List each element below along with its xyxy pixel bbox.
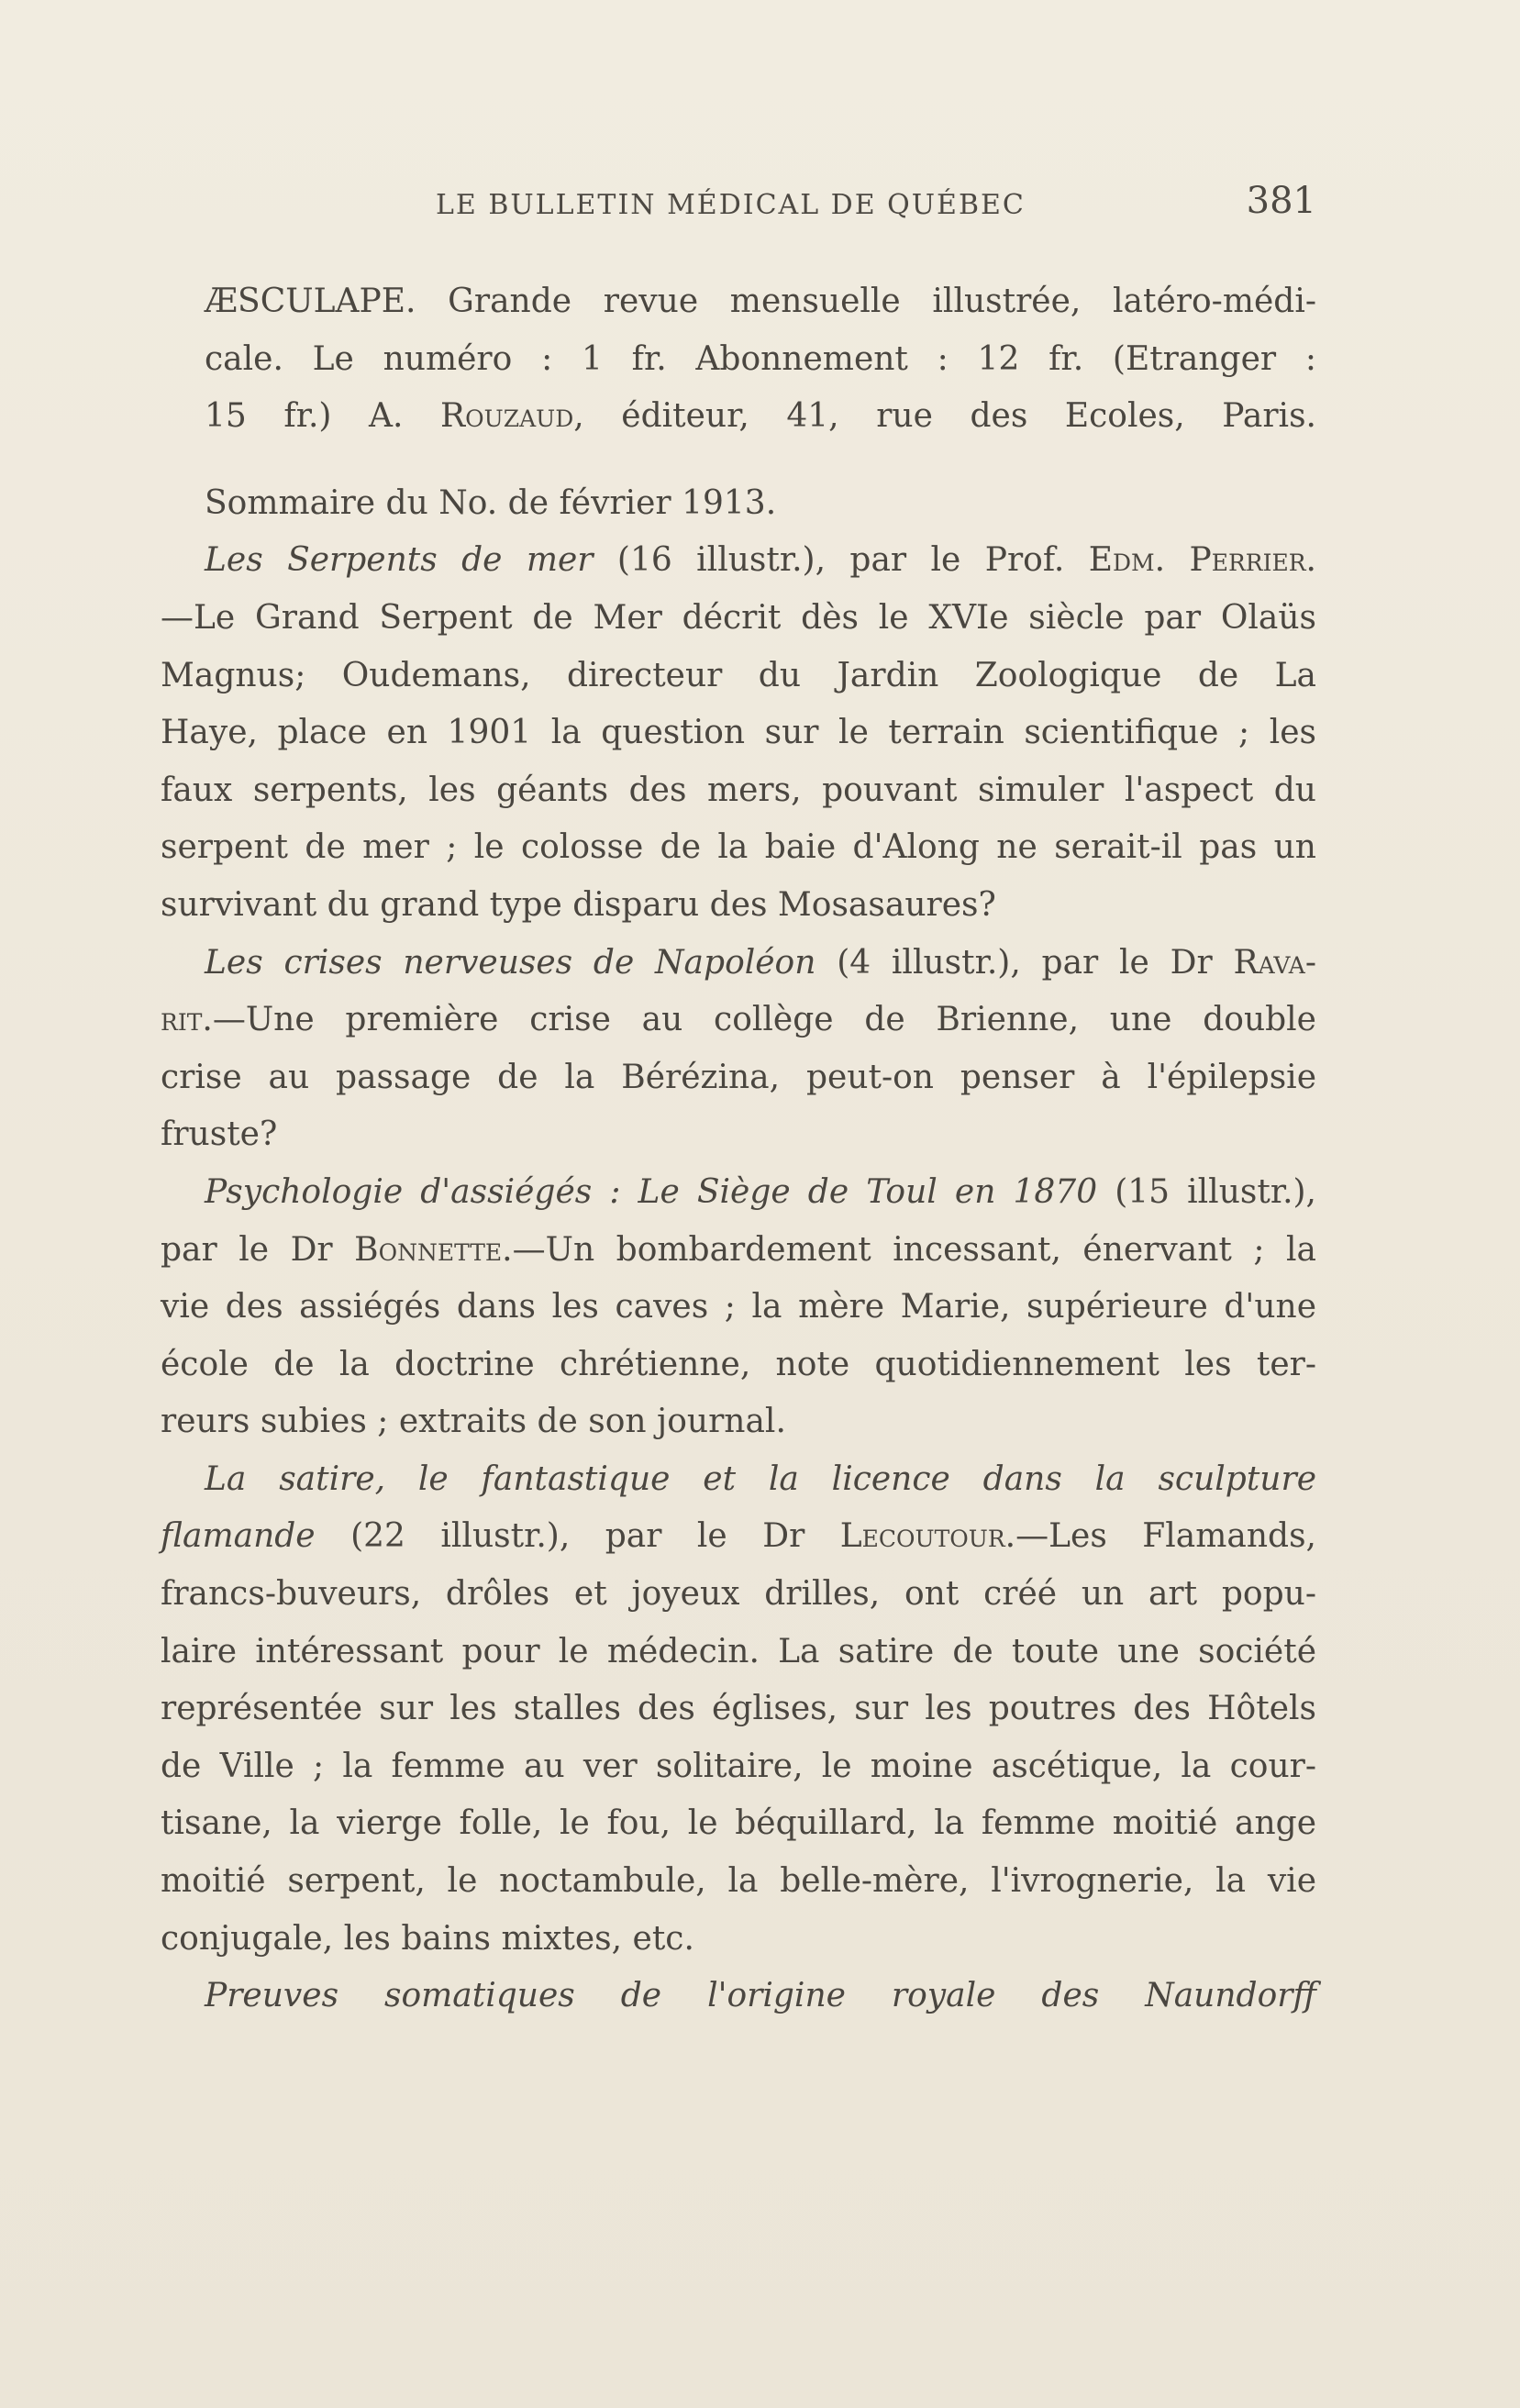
entry-line: [161, 1968, 1316, 2025]
entry-line: Haye, place en 1901 la question sur le terrain scientifique ; les: [161, 714, 1316, 752]
running-head: LE BULLETIN MÉDICAL DE QUÉBEC: [436, 189, 1026, 221]
page-header: [161, 180, 1316, 235]
entry-line: serpent de mer ; le colosse de la baie d'Along ne serait-il pas un: [161, 828, 1316, 867]
notice-line: ÆSCULAPE. Grande revue mensuelle illustrée, latéro-médi-: [205, 283, 1316, 320]
article-title: Preuves somatiques de l'origine royale des Naundorff: [205, 1977, 1316, 2015]
article-entry: [161, 1164, 1316, 1451]
notice-line: cale. Le numéro : 1 fr. Abonnement : 12 fr. (Etranger :: [205, 339, 1316, 378]
page-body: [161, 273, 1316, 2025]
article-title: La satire, le fantastique et la licence dans la sculpture: [205, 1459, 1316, 1498]
entry-line: vie des assiégés dans les caves ; la mère Marie, supérieure d'une: [161, 1288, 1316, 1326]
entry-line: Les Serpents de mer (16 illustr.), par le Prof. Edm. Perrier.: [205, 541, 1317, 580]
entry-line: fruste?: [161, 1115, 278, 1154]
entry-line: moitié serpent, le noctambule, la belle-mère, l'ivrognerie, la vie: [161, 1862, 1316, 1901]
entry-line: reurs subies ; extraits de son journal.: [161, 1403, 786, 1441]
entry-line: laire intéressant pour le médecin. La satire de toute une société: [161, 1632, 1316, 1670]
notice-title: ÆSCULAPE.: [205, 283, 416, 320]
entry-line: flamande (22 illustr.), par le Dr Lecoutour.—Les Flamands,: [161, 1517, 1316, 1556]
entry-line: conjugale, les bains mixtes, etc.: [161, 1919, 694, 1958]
entry-line: [161, 1451, 1316, 1509]
entry-line: tisane, la vierge folle, le fou, le béquillard, la femme moitié ange: [161, 1804, 1316, 1843]
publisher-name: Rouzaud: [440, 397, 574, 436]
entry-line: faux serpents, les géants des mers, pouvant simuler l'aspect du: [161, 771, 1316, 809]
entry-line: Les crises nerveuses de Napoléon (4 illustr.), par le Dr Rava-: [205, 943, 1316, 982]
entry-line: survivant du grand type disparu des Mosasaures?: [161, 885, 996, 924]
notice-line: 15 fr.) A. Rouzaud, éditeur, 41, rue des Ecoles, Paris.: [205, 397, 1316, 436]
entry-line: représentée sur les stalles des églises, sur les poutres des Hôtels: [161, 1690, 1316, 1728]
author-name: Edm. Perrier.: [1088, 541, 1317, 580]
entry-line: —Le Grand Serpent de Mer décrit dès le XVIe siècle par Olaüs: [161, 598, 1316, 637]
article-entry: [161, 1451, 1316, 1968]
entry-line: école de la doctrine chrétienne, note quotidiennement les ter-: [161, 1345, 1316, 1383]
journal-notice: [161, 273, 1316, 446]
entry-line: Psychologie d'assiégés : Le Siège de Toul en 1870 (15 illustr.),: [205, 1172, 1317, 1211]
entry-line: rit.—Une première crise au collège de Brienne, une double: [161, 1001, 1316, 1039]
entry-line: crise au passage de la Bérézina, peut-on penser à l'épilepsie: [161, 1058, 1316, 1096]
page-number: 381: [1246, 180, 1316, 222]
article-title: Les crises nerveuses de Napoléon: [205, 943, 816, 982]
article-entry: [161, 935, 1316, 1164]
sommaire-heading: Sommaire du No. de février 1913.: [205, 483, 777, 522]
article-title: Psychologie d'assiégés : Le Siège de Toul en 1870: [205, 1172, 1098, 1211]
article-title: flamande: [161, 1517, 316, 1556]
entry-line: Magnus; Oudemans, directeur du Jardin Zoologique de La: [161, 656, 1316, 694]
author-name: rit.: [161, 1001, 213, 1039]
article-entry: [161, 1968, 1316, 2025]
entry-line: par le Dr Bonnette.—Un bombardement incessant, énervant ; la: [161, 1230, 1317, 1269]
entry-line: francs-buveurs, drôles et joyeux drilles, ont créé un art popu-: [161, 1575, 1316, 1614]
entry-line: de Ville ; la femme au ver solitaire, le moine ascétique, la cour-: [161, 1747, 1316, 1785]
author-name: Rava-: [1233, 943, 1316, 982]
author-name: Lecoutour.: [839, 1517, 1016, 1556]
author-name: Bonnette.: [354, 1230, 513, 1269]
article-title: Les Serpents de mer: [205, 541, 594, 580]
article-entry: [161, 532, 1316, 934]
